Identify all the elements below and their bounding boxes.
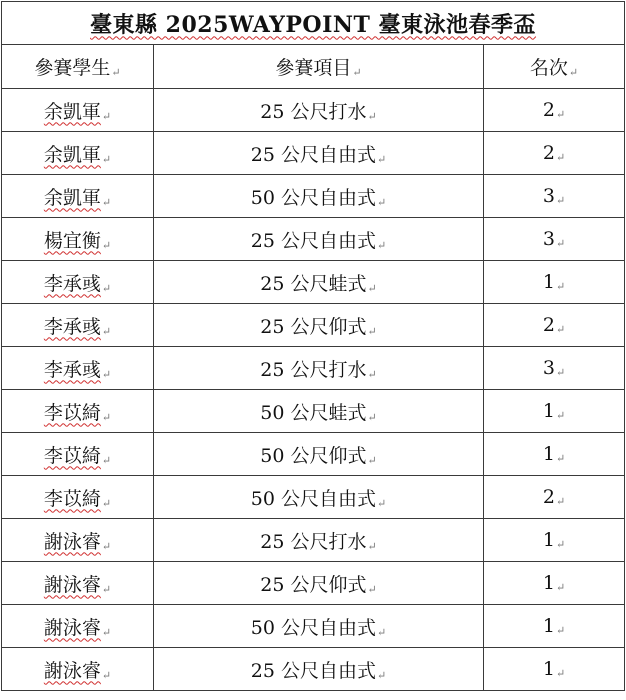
cell-student xyxy=(2,304,154,347)
event-value: 50 公尺仰式 xyxy=(260,444,367,467)
event-value: 25 公尺自由式 xyxy=(250,659,376,682)
cell-event xyxy=(154,605,484,648)
table-row xyxy=(2,476,625,519)
title-row xyxy=(2,2,625,45)
cell-student xyxy=(2,218,154,261)
paragraph-mark-icon: ↵ xyxy=(555,667,566,680)
paragraph-mark-icon: ↵ xyxy=(367,539,377,553)
header-event-cell xyxy=(154,45,484,89)
event-value: 25 公尺仰式 xyxy=(260,573,367,596)
cell-rank xyxy=(484,304,625,347)
header-student: 參賽學生 xyxy=(34,57,111,79)
cell-student xyxy=(2,519,154,562)
event-value: 25 公尺打水 xyxy=(260,358,367,381)
header-event: 參賽項目 xyxy=(275,57,352,79)
cell-rank xyxy=(484,132,625,175)
cell-rank xyxy=(484,433,625,476)
rank-value: 3 xyxy=(542,357,555,379)
cell-student xyxy=(2,175,154,218)
paragraph-mark-icon: ↵ xyxy=(352,66,362,79)
paragraph-mark-icon: ↵ xyxy=(377,496,387,510)
paragraph-mark-icon: ↵ xyxy=(555,366,566,379)
student-value: 李苡綺 xyxy=(43,401,101,424)
paragraph-mark-icon: ↵ xyxy=(101,582,112,596)
rank-value: 1 xyxy=(542,443,555,465)
cell-event xyxy=(154,347,484,390)
cell-event xyxy=(154,519,484,562)
cell-rank xyxy=(484,605,625,648)
paragraph-mark-icon: ↵ xyxy=(367,281,377,295)
event-value: 50 公尺自由式 xyxy=(250,186,376,209)
cell-student xyxy=(2,347,154,390)
student-value: 謝泳睿 xyxy=(43,530,101,553)
results-table xyxy=(1,1,625,691)
cell-rank xyxy=(484,519,625,562)
table-row xyxy=(2,562,625,605)
table-row xyxy=(2,89,625,132)
table-row xyxy=(2,218,625,261)
cell-rank xyxy=(484,218,625,261)
paragraph-mark-icon: ↵ xyxy=(555,624,566,637)
cell-student xyxy=(2,605,154,648)
table-row xyxy=(2,390,625,433)
paragraph-mark-icon: ↵ xyxy=(101,152,112,166)
paragraph-mark-icon: ↵ xyxy=(555,237,566,250)
header-row xyxy=(2,45,625,89)
cell-rank xyxy=(484,648,625,691)
rank-value: 1 xyxy=(542,400,555,422)
event-value: 25 公尺打水 xyxy=(260,100,367,123)
cell-event xyxy=(154,562,484,605)
rank-value: 1 xyxy=(542,271,555,293)
paragraph-mark-icon: ↵ xyxy=(101,238,112,252)
cell-event xyxy=(154,304,484,347)
header-student-cell xyxy=(2,45,154,89)
student-value: 余凱軍 xyxy=(43,186,101,209)
paragraph-mark-icon: ↵ xyxy=(101,453,112,467)
paragraph-mark-icon: ↵ xyxy=(101,410,112,424)
event-value: 50 公尺蛙式 xyxy=(260,401,367,424)
cell-rank xyxy=(484,347,625,390)
rank-value: 1 xyxy=(542,615,555,637)
paragraph-mark-icon: ↵ xyxy=(555,409,566,422)
cell-event xyxy=(154,261,484,304)
paragraph-mark-icon: ↵ xyxy=(377,152,387,166)
paragraph-mark-icon: ↵ xyxy=(555,280,566,293)
student-value: 李承彧 xyxy=(43,358,101,381)
paragraph-mark-icon: ↵ xyxy=(377,195,387,209)
paragraph-mark-icon: ↵ xyxy=(367,367,377,381)
paragraph-mark-icon: ↵ xyxy=(101,324,112,338)
cell-event xyxy=(154,476,484,519)
paragraph-mark-icon: ↵ xyxy=(555,323,566,336)
paragraph-mark-icon: ↵ xyxy=(555,452,566,465)
rank-value: 2 xyxy=(542,142,555,164)
paragraph-mark-icon: ↵ xyxy=(568,66,579,79)
table-row xyxy=(2,261,625,304)
paragraph-mark-icon: ↵ xyxy=(367,410,377,424)
cell-student xyxy=(2,390,154,433)
table-title-cell xyxy=(2,2,625,45)
paragraph-mark-icon: ↵ xyxy=(101,539,112,553)
student-value: 李苡綺 xyxy=(43,444,101,467)
cell-rank xyxy=(484,261,625,304)
cell-student xyxy=(2,562,154,605)
table-row xyxy=(2,175,625,218)
rank-value: 1 xyxy=(542,529,555,551)
paragraph-mark-icon: ↵ xyxy=(367,453,377,467)
cell-student xyxy=(2,476,154,519)
student-value: 李苡綺 xyxy=(43,487,101,510)
table-row xyxy=(2,132,625,175)
paragraph-mark-icon: ↵ xyxy=(555,538,566,551)
paragraph-mark-icon: ↵ xyxy=(377,668,387,682)
cell-rank xyxy=(484,175,625,218)
table-title: 臺東縣 2025WAYPOINT 臺東泳池春季盃 xyxy=(90,11,537,38)
student-value: 謝泳睿 xyxy=(43,573,101,596)
paragraph-mark-icon: ↵ xyxy=(377,625,387,639)
paragraph-mark-icon: ↵ xyxy=(101,625,112,639)
event-value: 50 公尺自由式 xyxy=(250,616,376,639)
student-value: 余凱軍 xyxy=(43,100,101,123)
cell-student xyxy=(2,648,154,691)
event-value: 25 公尺自由式 xyxy=(250,229,376,252)
cell-event xyxy=(154,175,484,218)
event-value: 50 公尺自由式 xyxy=(250,487,376,510)
paragraph-mark-icon: ↵ xyxy=(101,367,112,381)
paragraph-mark-icon: ↵ xyxy=(555,495,566,508)
rank-value: 2 xyxy=(542,486,555,508)
header-rank-cell xyxy=(484,45,625,89)
table-row xyxy=(2,433,625,476)
cell-student xyxy=(2,261,154,304)
event-value: 25 公尺仰式 xyxy=(260,315,367,338)
paragraph-mark-icon: ↵ xyxy=(555,151,566,164)
rank-value: 1 xyxy=(542,572,555,594)
paragraph-mark-icon: ↵ xyxy=(101,668,112,682)
student-value: 謝泳睿 xyxy=(43,659,101,682)
paragraph-mark-icon: ↵ xyxy=(101,281,112,295)
paragraph-mark-icon: ↵ xyxy=(101,496,112,510)
student-value: 謝泳睿 xyxy=(43,616,101,639)
paragraph-mark-icon: ↵ xyxy=(555,581,566,594)
cell-rank xyxy=(484,89,625,132)
rank-value: 1 xyxy=(542,658,555,680)
rank-value: 2 xyxy=(542,314,555,336)
cell-event xyxy=(154,218,484,261)
cell-event xyxy=(154,89,484,132)
cell-event xyxy=(154,648,484,691)
student-value: 李承彧 xyxy=(43,272,101,295)
student-value: 余凱軍 xyxy=(43,143,101,166)
paragraph-mark-icon: ↵ xyxy=(555,108,566,121)
cell-rank xyxy=(484,476,625,519)
student-value: 李承彧 xyxy=(43,315,101,338)
cell-rank xyxy=(484,562,625,605)
table-row xyxy=(2,347,625,390)
cell-rank xyxy=(484,390,625,433)
table-row xyxy=(2,304,625,347)
paragraph-mark-icon: ↵ xyxy=(377,238,387,252)
paragraph-mark-icon: ↵ xyxy=(101,195,112,209)
cell-event xyxy=(154,132,484,175)
table-row xyxy=(2,648,625,691)
paragraph-mark-icon: ↵ xyxy=(101,109,112,123)
table-row xyxy=(2,605,625,648)
cell-event xyxy=(154,390,484,433)
paragraph-mark-icon: ↵ xyxy=(367,582,377,596)
cell-event xyxy=(154,433,484,476)
paragraph-mark-icon: ↵ xyxy=(111,66,121,79)
paragraph-mark-icon: ↵ xyxy=(367,324,377,338)
paragraph-mark-icon: ↵ xyxy=(367,109,377,123)
event-value: 25 公尺蛙式 xyxy=(260,272,367,295)
table-row xyxy=(2,519,625,562)
rank-value: 3 xyxy=(542,185,555,207)
rank-value: 3 xyxy=(542,228,555,250)
cell-student xyxy=(2,132,154,175)
header-rank: 名次 xyxy=(529,57,568,79)
student-value: 楊宜衡 xyxy=(43,229,101,252)
paragraph-mark-icon: ↵ xyxy=(555,194,566,207)
cell-student xyxy=(2,89,154,132)
event-value: 25 公尺自由式 xyxy=(250,143,376,166)
event-value: 25 公尺打水 xyxy=(260,530,367,553)
rank-value: 2 xyxy=(542,99,555,121)
cell-student xyxy=(2,433,154,476)
